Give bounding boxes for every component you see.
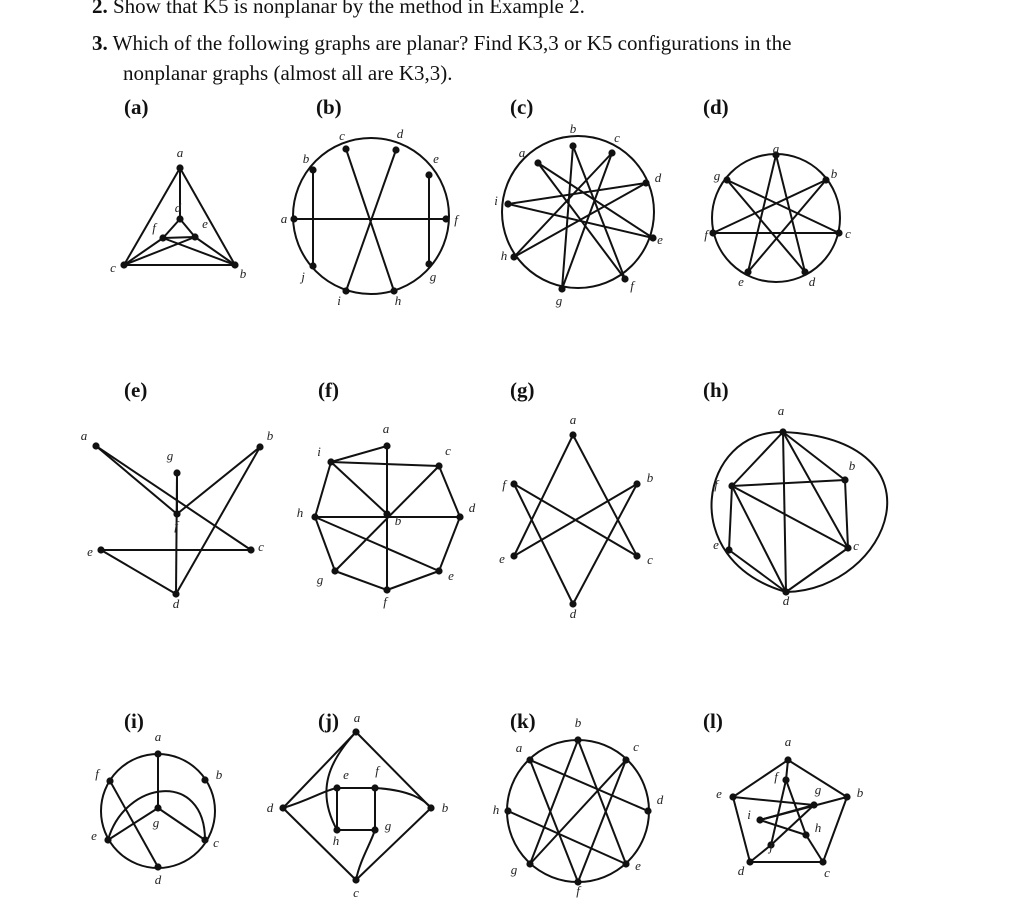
panel-label: (c) [510,95,534,119]
vertex-label: a [777,403,785,418]
graph-panel [110,95,247,281]
vertex-label: b [394,513,402,528]
graph-vertex [510,253,517,260]
graph-vertex [342,145,349,152]
vertex-label: g [384,818,392,833]
vertex-label: e [657,232,663,247]
graph-panel [267,709,449,900]
graph-edge [163,238,235,265]
vertex-label: e [738,274,744,289]
graph-edge [578,760,626,882]
vertex-label: b [302,151,310,166]
vertex-label: a [80,428,88,443]
graph-edge [177,447,260,514]
graph-curve-edge [783,432,887,592]
graph-vertex [256,443,263,450]
graph-panel [703,378,887,608]
graph-vertex [120,261,127,268]
graph-edge [783,432,845,480]
graph-vertex [427,804,434,811]
graph-vertex [309,166,316,173]
vertex-label: e [91,828,97,843]
vertex-label: f [383,594,387,609]
graph-vertex [154,750,161,757]
vertex-label: h [332,833,340,848]
graph-edge [713,180,826,233]
graph-vertex [279,804,286,811]
vertex-label: d [782,593,790,608]
graph-edge [733,797,814,805]
graph-curve-edge [356,830,375,880]
graph-vertex [534,159,541,166]
vertex-label: d [468,500,476,515]
graph-vertex [728,482,735,489]
vertex-label: g [713,168,721,183]
panel-label: (d) [703,95,729,119]
graph-panel [703,709,864,880]
graph-vertex [744,268,751,275]
vertex-label: f [576,883,580,898]
graph-edge [732,486,786,592]
vertex-label: a [154,729,162,744]
graph-vertex [173,510,180,517]
graph-vertex [92,442,99,449]
graph-vertex [504,200,511,207]
vertex-label: i [337,293,341,308]
graph-vertex [574,736,581,743]
vertex-label: b [215,767,223,782]
graph-edge [176,447,260,594]
graph-edge [331,446,387,462]
graph-vertex [835,229,842,236]
graph-vertex [504,807,511,814]
graph-vertex [569,142,576,149]
graph-vertex [526,860,533,867]
graph-vertex [729,793,736,800]
vertex-label: e [713,537,719,552]
graph-edge [387,571,439,590]
graph-vertex [352,728,359,735]
graph-edge [335,571,387,590]
vertex-label: b [848,458,856,473]
panel-label: (a) [124,95,149,119]
vertex-label: h [394,293,402,308]
graph-vertex [621,275,628,282]
graph-vertex [247,546,254,553]
vertex-label: g [429,269,437,284]
vertex-label: b [830,166,838,181]
graph-vertex [425,260,432,267]
graph-edge [729,486,732,550]
graph-vertex [810,801,817,808]
vertex-label: c [853,538,859,553]
vertex-label: f [375,763,379,778]
problem-2-number: 2. [92,0,108,18]
vertex-label: e [87,544,93,559]
graph-edge [562,153,612,289]
graph-vertex [342,287,349,294]
graph-vertex [154,863,161,870]
vertex-label: d [154,872,162,887]
vertex-label: b [574,715,582,730]
vertex-label: b [856,785,864,800]
graph-vertex [510,480,517,487]
graph-edge [845,480,848,548]
vertex-label: a [772,141,780,156]
graph-edge [124,168,180,265]
graph-vertex [97,546,104,553]
graph-edge [315,462,331,517]
graph-vertex [371,826,378,833]
graph-vertex [333,784,340,791]
graph-vertex [802,831,809,838]
graph-vertex [642,179,649,186]
graph-vertex [201,776,208,783]
graph-vertex [383,510,390,517]
vertex-label: a [382,421,390,436]
graph-curve-edge [283,788,337,808]
vertex-label: f [630,278,634,293]
graph-panel [91,709,223,887]
graph-edge [508,204,653,238]
vertex-label: c [213,835,219,850]
vertex-label: c [339,128,345,143]
vertex-label: a [280,211,288,226]
graph-edge [96,446,177,514]
graph-vertex [327,458,334,465]
vertex-label: g [152,815,160,830]
vertex-label: a [515,740,523,755]
vertex-label: f [454,212,458,227]
graph-vertex [822,176,829,183]
vertex-label: e [202,216,208,231]
graph-vertex [709,229,716,236]
graph-vertex [558,285,565,292]
vertex-label: c [353,885,359,900]
graph-vertex [633,552,640,559]
graph-vertex [633,480,640,487]
vertex-label: d [737,863,745,878]
graph-edge [163,219,180,238]
graph-vertex [159,234,166,241]
graph-vertex [841,476,848,483]
graph-vertex [622,860,629,867]
vertex-label: f [152,220,156,235]
graph-vertex [104,836,111,843]
panel-label: (h) [703,378,729,402]
graph-edge [315,517,439,571]
vertex-label: c [647,552,653,567]
graph-circle [712,154,840,282]
panel-label: (l) [703,709,723,733]
graph-vertex [383,442,390,449]
panel-label: (b) [316,95,342,119]
graph-edge [101,550,176,594]
graph-vertex [352,876,359,883]
vertex-label: c [110,260,116,275]
graph-panel [499,378,654,621]
vertex-label: d [569,606,577,621]
vertex-label: f [174,518,178,533]
vertex-label: b [266,428,274,443]
vertex-label: f [774,769,778,784]
vertex-label: e [433,151,439,166]
graph-vertex [435,462,442,469]
graph-vertex [392,146,399,153]
graph-vertex [311,513,318,520]
vertex-label: h [814,820,822,835]
graph-edge [96,446,251,550]
vertex-label: g [814,782,822,797]
vertex-label: a [569,412,577,427]
problem-2-text: Show that K5 is nonplanar by the method in Example 2. [113,0,585,18]
graph-edge [283,808,356,880]
panel-label: (f) [318,378,339,402]
vertex-label: h [500,248,508,263]
graph-vertex [435,567,442,574]
graph-vertex [784,756,791,763]
vertex-label: d [266,800,274,815]
graph-edge [783,432,786,592]
graph-vertex [644,807,651,814]
graph-edge [195,237,235,265]
vertex-label: c [445,443,451,458]
vertex-label: g [555,293,563,308]
graph-vertex [456,513,463,520]
graph-edge [530,760,626,864]
graph-vertex [191,233,198,240]
graph-edge [439,517,460,571]
graph-panel [297,378,476,609]
graph-curve-edge [375,788,431,808]
graph-vertex [106,777,113,784]
graph-vertex [779,428,786,435]
vertex-label: d [172,596,180,611]
problem-3-text: Which of the following graphs are planar? Find K3,3 or K5 configurations in the [112,31,792,55]
graph-vertex [723,176,730,183]
graph-circle [293,138,449,294]
graph-panel [703,95,851,289]
vertex-label: i [747,807,751,822]
graph-edge [356,732,431,808]
graph-edge [158,808,205,840]
graph-vertex [442,215,449,222]
graph-vertex [725,546,732,553]
graph-panel [494,95,663,308]
vertex-label: e [635,858,641,873]
vertex-label: g [316,572,324,587]
graph-vertex [173,469,180,476]
vertex-label: a [353,710,361,725]
graph-vertex [510,552,517,559]
graph-vertex [154,804,161,811]
panel-label: (i) [124,709,144,733]
graph-vertex [844,544,851,551]
graph-vertex [309,262,316,269]
graph-vertex [201,836,208,843]
vertex-label: a [176,145,184,160]
graph-vertex [176,164,183,171]
graph-vertex [371,784,378,791]
vertex-label: b [646,470,654,485]
vertex-label: c [845,226,851,241]
graph-vertex [782,776,789,783]
graph-vertex [746,858,753,865]
graph-vertex [649,234,656,241]
vertex-label: c [633,739,639,754]
graph-edge [733,760,788,797]
vertex-label: b [239,266,247,281]
vertex-label: j [769,839,773,854]
graph-vertex [383,586,390,593]
vertex-label: a [518,145,526,160]
graph-edge [786,548,848,592]
vertex-label: f [714,477,718,492]
graph-vertex [176,215,183,222]
graph-vertex [756,816,763,823]
vertex-label: i [317,444,321,459]
vertex-label: e [499,551,505,566]
graph-edge [439,466,460,517]
vertex-label: j [301,269,305,284]
graph-edge [732,432,783,486]
vertex-label: h [296,505,304,520]
vertex-label: c [824,865,830,880]
graph-edge [729,550,786,592]
graph-edge [331,462,387,514]
graph-vertex [622,756,629,763]
vertex-label: f [704,227,708,242]
graph-panel [81,378,274,611]
problem-3-number: 3. [92,31,108,55]
vertex-label: g [510,862,518,877]
vertex-label: a [784,734,792,749]
graph-edge [356,808,431,880]
vertex-label: c [258,539,264,554]
vertex-label: d [396,126,404,141]
graph-edge [750,845,771,862]
graph-edge [823,797,847,862]
vertex-label: d [808,274,816,289]
vertex-label: d [654,170,662,185]
vertex-label: e [448,568,454,583]
vertex-label: i [494,193,498,208]
vertex-label: b [441,800,449,815]
vertex-label: c [614,130,620,145]
vertex-label: g [166,448,174,463]
graph-panel [281,95,460,308]
graph-edge [331,462,439,466]
vertex-label: h [492,802,500,817]
graph-vertex [425,171,432,178]
vertex-label: b [569,121,577,136]
graph-vertex [331,567,338,574]
graph-vertex [608,149,615,156]
vertex-label: e [343,767,349,782]
vertex-label: f [502,477,506,492]
graph-edge [806,835,823,862]
graph-edge [176,473,177,594]
vertex-label: f [95,766,99,781]
vertex-label: e [716,786,722,801]
graph-edge [732,480,845,486]
panel-label: (k) [510,709,536,733]
graph-vertex [843,793,850,800]
graph-vertex [290,215,297,222]
graph-vertex [569,431,576,438]
graph-edge [530,740,578,864]
graph-panel [493,709,664,898]
vertex-label: d [656,792,664,807]
vertex-label: d [174,200,182,215]
panel-label: (j) [318,709,339,733]
graph-edge [727,180,839,233]
problem-3-continuation: nonplanar graphs (almost all are K3,3). [123,61,453,85]
graph-vertex [231,261,238,268]
graph-vertex [801,268,808,275]
panel-label: (e) [124,378,148,402]
panel-label: (g) [510,378,535,402]
graph-vertex [526,756,533,763]
